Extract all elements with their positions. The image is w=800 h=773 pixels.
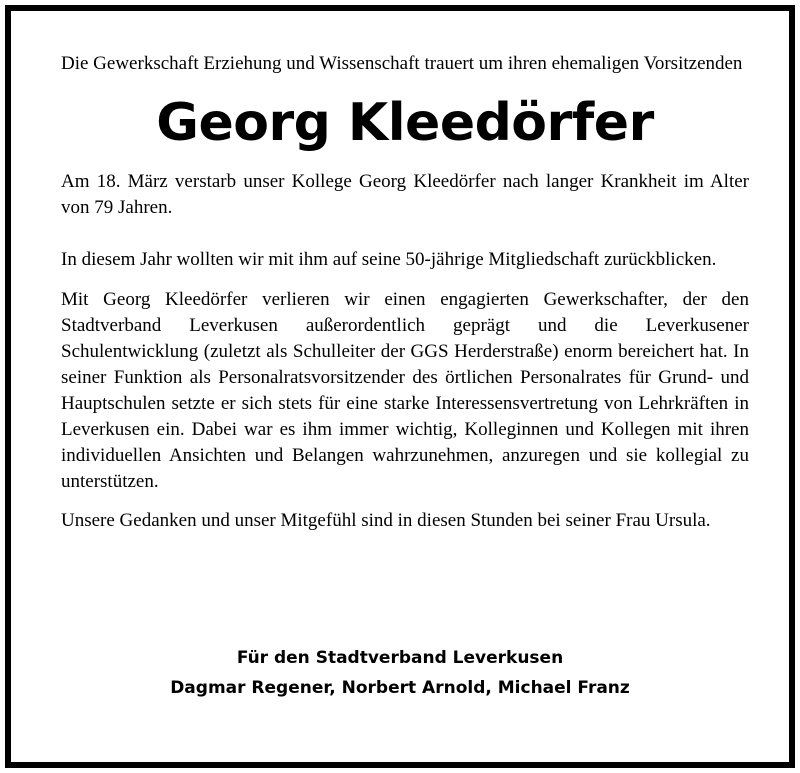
signature-block: [11, 643, 789, 703]
obituary-frame: [5, 5, 795, 768]
intro-text: Die Gewerkschaft Erziehung und Wissenschaft trauert um ihren ehemaligen Vorsitzenden: [61, 53, 743, 74]
paragraph-tribute: Mit Georg Kleedörfer verlieren wir einen engagierten Gewerkschafter, der den Stadtverband Leverkusen außerordentlich geprägt und die Leverkusener Schulentwicklung (zuletzt als Schulleiter der GGS Herderstraße) enorm bereichert hat. In seiner Funktion als Personalratsvorsitzender des örtlichen Personalrates für Grund- und Hauptschulen setzte er sich stets für eine starke Interessensvertretung von Lehrkräften in Leverkusen ein. Dabei war es ihm immer wichtig, Kolleginnen und Kollegen mit ihren individuellen Ansichten und Belangen wahrzunehmen, anzuregen und sie kollegial zu unterstützen.: [61, 289, 749, 492]
deceased-name: Georg Kleedörfer: [156, 93, 654, 153]
signature-names: Dagmar Regener, Norbert Arnold, Michael Franz: [170, 678, 630, 698]
paragraph-membership: In diesem Jahr wollten wir mit ihm auf seine 50-jährige Mitgliedschaft zurückblicken.: [61, 249, 717, 270]
obituary-content: [61, 51, 749, 534]
signature-organization: Für den Stadtverband Leverkusen: [236, 648, 564, 668]
paragraph-condolence: Unsere Gedanken und unser Mitgefühl sind in diesen Stunden bei seiner Frau Ursula.: [61, 510, 711, 531]
paragraph-death-notice: Am 18. März verstarb unser Kollege Georg Kleedörfer nach langer Krankheit im Alter von 79 Jahren.: [61, 171, 749, 218]
